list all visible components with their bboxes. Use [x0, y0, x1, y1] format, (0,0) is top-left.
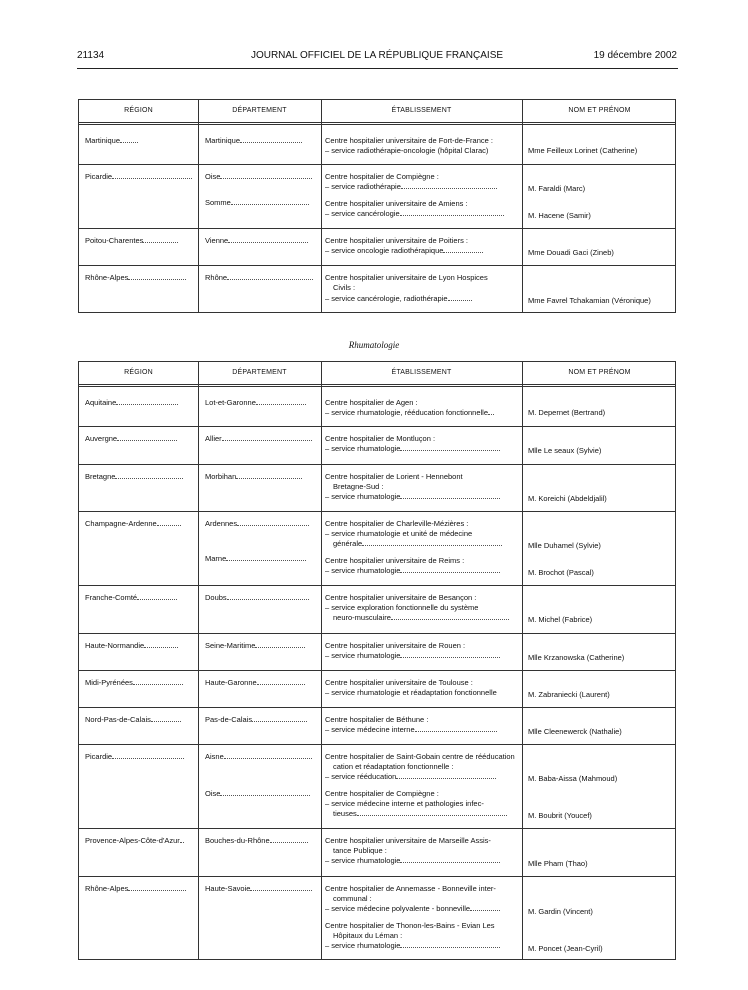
column-divider: [522, 362, 523, 959]
service-line: – service rhumatologie: [325, 566, 500, 576]
region-cell: Martinique: [85, 136, 195, 146]
departement-cell: Somme: [205, 198, 317, 208]
departement-cell: Martinique: [205, 136, 317, 146]
service-line: – service rhumatologie: [325, 941, 500, 951]
journal-title: JOURNAL OFFICIEL DE LA RÉPUBLIQUE FRANÇAISE: [250, 50, 504, 61]
page-number: 21134: [77, 50, 105, 61]
region-cell: Provence-Alpes-Côte-d'Azur: [85, 836, 195, 846]
departement-cell: Ardennes: [205, 519, 317, 529]
service-line: – service rhumatologie et réadaptation fonctionnelle: [325, 688, 497, 697]
section-title: Rhumatologie: [348, 340, 400, 350]
service-line: – service rhumatologie et unité de médecine: [325, 529, 473, 538]
etablissement-line: Centre hospitalier de Agen :: [325, 398, 418, 407]
etablissement-line: Centre hospitalier de Annemasse - Bonneville inter-: [325, 884, 496, 893]
page-header: [77, 50, 677, 64]
region-cell: Nord-Pas-de-Calais: [85, 715, 195, 725]
column-header-etablissement: ÉTABLISSEMENT: [391, 369, 452, 376]
nom-cell: Mlle Cleenewerck (Nathalie): [528, 727, 622, 736]
departement-cell: Haute-Garonne: [205, 678, 317, 688]
nom-cell: Mme Favrel Tchakamian (Véronique): [528, 296, 651, 305]
column-header-region: RÉGION: [124, 107, 153, 114]
column-header-departement: DÉPARTEMENT: [232, 369, 287, 376]
departement-cell: Oise: [205, 789, 317, 799]
departement-cell: Aisne: [205, 752, 317, 762]
row-divider: [79, 828, 675, 829]
etablissement-line: Civils :: [333, 283, 356, 292]
departement-cell: Seine-Maritime: [205, 641, 317, 651]
etablissement-line: tance Publique :: [333, 846, 387, 855]
etablissement-line: Centre hospitalier universitaire de Marseille Assis-: [325, 836, 491, 845]
service-line: – service radiothérapie-oncologie (hôpital Clarac): [325, 146, 489, 155]
etablissement-line: Centre hospitalier universitaire de Amiens :: [325, 199, 468, 208]
nom-cell: Mlle Duhamel (Sylvie): [528, 541, 601, 550]
column-divider: [198, 100, 199, 312]
departement-cell: Allier: [205, 434, 317, 444]
nom-cell: Mlle Krzanowska (Catherine): [528, 653, 625, 662]
service-line: – service radiothérapie: [325, 182, 497, 192]
etablissement-line: Centre hospitalier universitaire de Reims :: [325, 556, 465, 565]
etablissement-line: Centre hospitalier de Lorient - Hennebont: [325, 472, 463, 481]
nom-cell: M. Faraldi (Marc): [528, 184, 586, 193]
departement-cell: Vienne: [205, 236, 317, 246]
service-line: – service médecine interne et pathologies infec-: [325, 799, 484, 808]
region-cell: Haute-Normandie: [85, 641, 195, 651]
nom-cell: Mme Feilleux Lorinet (Catherine): [528, 146, 638, 155]
row-divider: [79, 164, 675, 165]
row-divider: [79, 464, 675, 465]
column-header-region: RÉGION: [124, 369, 153, 376]
departement-cell: Marne: [205, 554, 317, 564]
header-rule: [77, 68, 678, 69]
etablissement-line: Centre hospitalier universitaire de Fort-de-France :: [325, 136, 493, 145]
service-line: tieuses: [333, 809, 507, 819]
region-cell: Rhône-Alpes: [85, 884, 195, 894]
service-line: – service cancérologie, radiothérapie: [325, 294, 472, 304]
service-line: – service rhumatologie: [325, 856, 500, 866]
nom-cell: Mlle Pham (Thao): [528, 859, 588, 868]
nom-cell: M. Poncet (Jean-Cyril): [528, 944, 603, 953]
nom-cell: Mme Douadi Gaci (Zineb): [528, 248, 614, 257]
etablissement-line: Centre hospitalier universitaire de Toulouse :: [325, 678, 473, 687]
service-line: – service médecine interne: [325, 725, 497, 735]
nom-cell: M. Zabraniecki (Laurent): [528, 690, 610, 699]
column-divider: [198, 362, 199, 959]
column-header-departement: DÉPARTEMENT: [232, 107, 287, 114]
etablissement-line: Centre hospitalier de Charleville-Mézières :: [325, 519, 469, 528]
departement-cell: Rhône: [205, 273, 317, 283]
service-line: – service médecine polyvalente - bonneville: [325, 904, 500, 914]
service-line: – service rhumatologie: [325, 444, 500, 454]
nom-cell: M. Michel (Fabrice): [528, 615, 593, 624]
nom-cell: M. Depernet (Bertrand): [528, 408, 606, 417]
row-divider: [79, 265, 675, 266]
etablissement-line: cation et réadaptation fonctionnelle :: [333, 762, 454, 771]
nom-cell: M. Brochot (Pascal): [528, 568, 594, 577]
etablissement-line: Centre hospitalier de Béthune :: [325, 715, 429, 724]
departement-cell: Morbihan: [205, 472, 317, 482]
service-line: – service rééducation: [325, 772, 496, 782]
column-header-nom: NOM ET PRÉNOM: [568, 369, 631, 376]
region-cell: Franche-Comté: [85, 593, 195, 603]
etablissement-line: Centre hospitalier universitaire de Lyon Hospices: [325, 273, 488, 282]
departement-cell: Haute-Savoie: [205, 884, 317, 894]
column-divider: [321, 100, 322, 312]
nom-cell: M. Koreichi (Abdeldjalil): [528, 494, 607, 503]
service-line: – service rhumatologie: [325, 492, 500, 502]
region-cell: Aquitaine: [85, 398, 195, 408]
etablissement-line: Bretagne-Sud :: [333, 482, 384, 491]
nom-cell: M. Gardin (Vincent): [528, 907, 593, 916]
column-divider: [321, 362, 322, 959]
service-line: – service oncologie radiothérapique: [325, 246, 483, 256]
service-line: neuro-musculaire: [333, 613, 509, 623]
etablissement-line: Hôpitaux du Léman :: [333, 931, 403, 940]
etablissement-line: Centre hospitalier de Compiègne :: [325, 789, 439, 798]
service-line: – service rhumatologie, rééducation fonctionnelle: [325, 408, 494, 418]
row-divider: [79, 633, 675, 634]
region-cell: Poitou-Charentes: [85, 236, 195, 246]
service-line: – service rhumatologie: [325, 651, 500, 661]
row-divider: [79, 511, 675, 512]
rhumatologie-table: [78, 361, 676, 960]
departement-cell: Oise: [205, 172, 317, 182]
etablissement-line: Centre hospitalier de Montluçon :: [325, 434, 436, 443]
row-divider: [79, 707, 675, 708]
header-divider: [79, 122, 675, 125]
region-cell: Rhône-Alpes: [85, 273, 195, 283]
row-divider: [79, 228, 675, 229]
etablissement-line: Centre hospitalier de Thonon-les-Bains - Evian Les: [325, 921, 495, 930]
departement-cell: Lot-et-Garonne: [205, 398, 317, 408]
row-divider: [79, 426, 675, 427]
etablissement-line: Centre hospitalier universitaire de Besançon :: [325, 593, 477, 602]
region-cell: Midi-Pyrénées: [85, 678, 195, 688]
publication-date: 19 décembre 2002: [593, 50, 677, 61]
etablissement-line: Centre hospitalier de Saint-Gobain centre de rééducation: [325, 752, 515, 761]
region-cell: Auvergne: [85, 434, 195, 444]
header-divider: [79, 384, 675, 387]
service-line: – service cancérologie: [325, 209, 504, 219]
nom-cell: M. Boubrit (Youcef): [528, 811, 592, 820]
column-divider: [522, 100, 523, 312]
row-divider: [79, 585, 675, 586]
etablissement-line: communal :: [333, 894, 372, 903]
nom-cell: M. Hacene (Samir): [528, 211, 591, 220]
radiotherapie-table: [78, 99, 676, 313]
nom-cell: Mlle Le seaux (Sylvie): [528, 446, 602, 455]
etablissement-line: Centre hospitalier universitaire de Poitiers :: [325, 236, 468, 245]
region-cell: Bretagne: [85, 472, 195, 482]
row-divider: [79, 876, 675, 877]
region-cell: Picardie: [85, 752, 195, 762]
departement-cell: Doubs: [205, 593, 317, 603]
column-header-etablissement: ÉTABLISSEMENT: [391, 107, 452, 114]
etablissement-line: Centre hospitalier de Compiègne :: [325, 172, 439, 181]
region-cell: Champagne-Ardenne: [85, 519, 195, 529]
service-line: – service exploration fonctionnelle du système: [325, 603, 479, 612]
service-line: générale: [333, 539, 502, 549]
row-divider: [79, 670, 675, 671]
column-header-nom: NOM ET PRÉNOM: [568, 107, 631, 114]
etablissement-line: Centre hospitalier universitaire de Rouen :: [325, 641, 466, 650]
nom-cell: M. Baba-Aissa (Mahmoud): [528, 774, 618, 783]
departement-cell: Bouches-du-Rhône: [205, 836, 317, 846]
region-cell: Picardie: [85, 172, 195, 182]
row-divider: [79, 744, 675, 745]
departement-cell: Pas-de-Calais: [205, 715, 317, 725]
